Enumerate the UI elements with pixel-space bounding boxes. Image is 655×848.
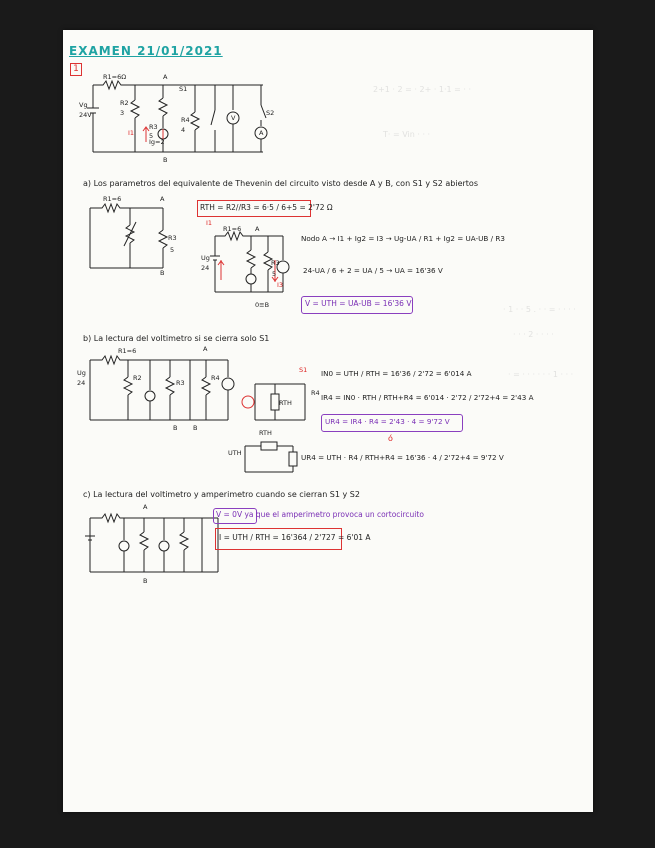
rth-formula: RTH = R2//R3 = 6·5 / 6+5 = 2'72 Ω <box>200 203 333 212</box>
circuit-b-r1: R1=6 <box>118 347 137 355</box>
circuit-a2-node-a: A <box>255 225 260 233</box>
thevenin-equivalent-diagram <box>241 438 301 478</box>
bleed-through-note: · 1 · · 5 . · · = · · · · <box>503 305 576 314</box>
label-vg: Vg <box>79 101 88 109</box>
circuit-a2-r3: R3 <box>271 259 280 267</box>
circuit-b-node-a: A <box>203 345 208 353</box>
label-r4: R4 <box>181 116 190 124</box>
voltmeter-zero-line: V = 0V ya que el amperimetro provoca un cortocircuito <box>216 510 424 519</box>
circuit-b-r4: R4 <box>211 374 220 382</box>
label-node-a: A <box>163 73 168 81</box>
part-c-heading: c) La lectura del voltimetro y amperimetro cuando se cierran S1 y S2 <box>83 490 360 499</box>
exam-sheet <box>63 30 593 812</box>
circuit-a2-i3: I3 <box>277 281 284 289</box>
label-vg-value: 24V <box>79 111 92 119</box>
node-a-equation: Nodo A → I1 + Ig2 = I3 → Ug-UA / R1 + Ig2 = UA-UB / R3 <box>301 234 505 243</box>
thevenin-uth: UTH <box>228 449 242 457</box>
label-r4-value: 4 <box>181 126 186 134</box>
label-s1: S1 <box>179 85 188 93</box>
ur4-result: UR4 = IR4 · R4 = 2'43 · 4 = 9'72 V <box>325 417 450 426</box>
circuit-b-node-b: B <box>173 424 178 432</box>
circuit-a-node-b: B <box>160 269 165 277</box>
bleed-through-note: · · · 2 · · · · <box>513 330 554 339</box>
current-result-line: I = UTH / RTH = 16'364 / 2'727 = 6'01 A <box>219 533 371 542</box>
circuit-b-r2: R2 <box>133 374 142 382</box>
circuit-c-node-a: A <box>143 503 148 511</box>
uth-result: V = UTH = UA-UB = 16'36 V <box>305 299 412 308</box>
label-r1: R1=6Ω <box>103 73 127 81</box>
circuit-a-node-a: A <box>160 195 165 203</box>
part-b-heading: b) La lectura del voltimetro si se cierra solo S1 <box>83 334 270 343</box>
ur4-alt-line: UR4 = UTH · R4 / RTH+R4 = 16'36 · 4 / 2'72+4 = 9'72 V <box>301 453 504 462</box>
circuit-a-diagram <box>88 200 178 275</box>
exam-title: EXAMEN 21/01/2021 <box>69 44 223 58</box>
thevenin-rth: RTH <box>259 429 272 437</box>
circuit-c-diagram <box>88 510 228 580</box>
bleed-through-note: T· = Vin · · · <box>383 130 431 139</box>
circuit-c-node-b: B <box>143 577 148 585</box>
part-a-heading: a) Los parametros del equivalente de Thevenin del circuito visto desde A y B, con S1 y S2 abiertos <box>83 179 478 188</box>
circuit-a-r3-value: 5 <box>170 246 175 254</box>
ammeter-symbol: A <box>259 129 264 137</box>
norton-r4: R4 <box>311 389 320 397</box>
label-r2: R2 <box>120 99 129 107</box>
question-number: 1 <box>70 63 82 76</box>
circuit-a-r1: R1=6 <box>103 195 122 203</box>
norton-rth: RTH <box>279 399 292 407</box>
circuit-a2-r3-value: 5 <box>272 270 277 278</box>
circuit-b-ug: Ug <box>77 369 86 377</box>
norton-current-line: IN0 = UTH / RTH = 16'36 / 2'72 = 6'014 A <box>321 369 472 378</box>
label-s2: S2 <box>266 109 275 117</box>
circuit-a2-ug: Ug <box>201 254 210 262</box>
circuit-b-diagram <box>88 352 238 427</box>
or-text: ó <box>388 434 393 443</box>
bleed-through-note: 2+1 · 2 = · 2+ · 1·1 = · · <box>373 85 472 94</box>
circuit-b-s1: S1 <box>299 366 308 374</box>
bleed-through-note: · = · · · · · · 1 · · · <box>508 370 574 379</box>
circuit-b-r3: R3 <box>176 379 185 387</box>
label-r3-value: 5 <box>149 132 154 140</box>
label-node-b: B <box>163 156 168 164</box>
circuit-a2-node-b: 0≡B <box>255 301 270 309</box>
ua-equation: 24-UA / 6 + 2 = UA / 5 → UA = 16'36 V <box>303 266 443 275</box>
label-r2-value: 3 <box>120 109 125 117</box>
label-r3: R3 <box>149 123 158 131</box>
circuit-a2-ug-value: 24 <box>201 264 210 272</box>
circuit-a2-r1: R1=6 <box>223 225 242 233</box>
circuit-b-ug-value: 24 <box>77 379 86 387</box>
label-i1: I1 <box>128 129 135 137</box>
r4-current-line: IR4 = IN0 · RTH / RTH+R4 = 6'014 · 2'72 / 2'72+4 = 2'43 A <box>321 393 534 402</box>
circuit-a2-diagram <box>213 230 293 300</box>
circuit-a-r3: R3 <box>168 234 177 242</box>
voltmeter-symbol: V <box>231 114 236 122</box>
circuit-b-node-b2: B <box>193 424 198 432</box>
label-ig: Ig=2 <box>149 138 165 146</box>
circuit-a2-i1: I1 <box>206 219 213 227</box>
